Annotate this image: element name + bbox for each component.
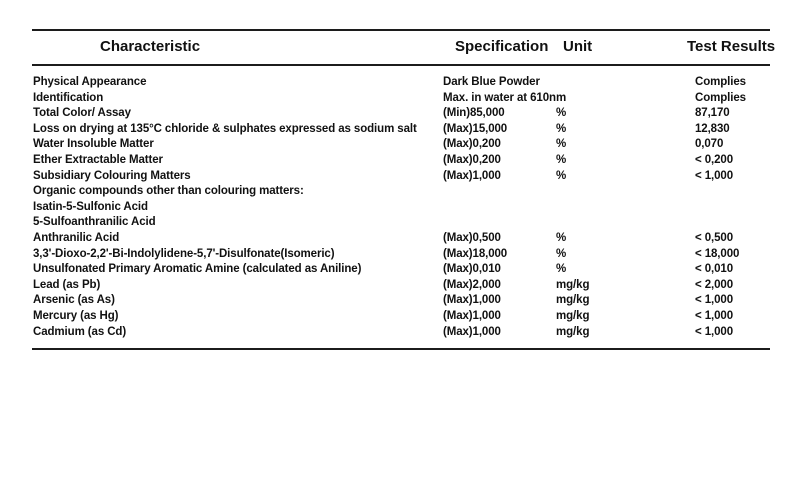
unit-cell: % <box>556 169 567 182</box>
specification-cell: (Max)18,000 <box>443 247 508 260</box>
test-result-cell: < 0,200 <box>695 153 733 166</box>
unit-cell: mg/kg <box>556 309 590 322</box>
specification-cell: Dark Blue Powder <box>443 76 540 88</box>
table-row <box>33 325 773 341</box>
characteristic-cell: Organic compounds other than colouring matters: <box>33 185 304 198</box>
characteristic-cell: Arsenic (as As) <box>33 294 115 307</box>
characteristic-cell: Physical Appearance <box>33 76 147 88</box>
table-row <box>33 247 773 263</box>
table-row <box>33 278 773 294</box>
test-result-cell: < 1,000 <box>695 169 733 182</box>
column-header-unit: Unit <box>563 38 593 55</box>
table-top-rule <box>32 29 770 31</box>
specification-cell: (Max)0,010 <box>443 263 501 276</box>
specification-cell: (Max)1,000 <box>443 169 501 182</box>
column-header-test-results: Test Results <box>687 38 776 55</box>
characteristic-cell: Cadmium (as Cd) <box>33 325 127 338</box>
test-result-cell: < 2,000 <box>695 278 733 291</box>
specification-cell: (Max)1,000 <box>443 325 501 338</box>
table-row <box>33 200 773 216</box>
test-result-cell: < 0,500 <box>695 231 733 244</box>
table-row <box>33 231 773 247</box>
characteristic-cell: Total Color/ Assay <box>33 107 131 120</box>
column-header-characteristic: Characteristic <box>100 38 201 55</box>
test-result-cell: 0,070 <box>695 138 724 151</box>
characteristic-cell: Anthranilic Acid <box>33 231 120 244</box>
table-row <box>33 122 773 138</box>
specification-cell: Max. in water at 610nm <box>443 91 567 104</box>
test-result-cell: 12,830 <box>695 122 730 135</box>
test-result-cell: < 1,000 <box>695 309 733 322</box>
unit-cell: % <box>556 122 567 135</box>
table-row <box>33 169 773 185</box>
characteristic-cell: Subsidiary Colouring Matters <box>33 169 191 182</box>
unit-cell: % <box>556 107 567 120</box>
table-row <box>33 91 773 107</box>
table-row <box>33 309 773 325</box>
unit-cell: % <box>556 138 567 151</box>
characteristic-cell: Lead (as Pb) <box>33 278 101 291</box>
test-result-cell: < 18,000 <box>695 247 740 260</box>
characteristic-cell: Water Insoluble Matter <box>33 138 154 151</box>
table-row <box>33 293 773 309</box>
test-result-cell: Complies <box>695 76 746 88</box>
unit-cell: % <box>556 231 567 244</box>
unit-cell: mg/kg <box>556 325 590 338</box>
table-row <box>33 262 773 278</box>
characteristic-cell: Loss on drying at 135°C chloride & sulphates expressed as sodium salt <box>33 122 417 135</box>
specification-cell: (Min)85,000 <box>443 107 505 120</box>
specification-cell: (Max)15,000 <box>443 122 508 135</box>
unit-cell: mg/kg <box>556 294 590 307</box>
table-row <box>33 75 773 91</box>
test-result-cell: 87,170 <box>695 107 730 120</box>
table-row <box>33 137 773 153</box>
characteristic-cell: Isatin-5-Sulfonic Acid <box>33 200 148 213</box>
column-header-specification: Specification <box>455 38 549 55</box>
test-result-cell: < 1,000 <box>695 325 733 338</box>
test-result-cell: < 0,010 <box>695 263 733 276</box>
specification-cell: (Max)0,200 <box>443 153 501 166</box>
table-body <box>33 75 773 340</box>
specification-cell: (Max)0,200 <box>443 138 501 151</box>
unit-cell: mg/kg <box>556 278 590 291</box>
specification-cell: (Max)0,500 <box>443 231 501 244</box>
table-row <box>33 153 773 169</box>
characteristic-cell: Mercury (as Hg) <box>33 309 119 322</box>
unit-cell: % <box>556 153 567 166</box>
characteristic-cell: Ether Extractable Matter <box>33 153 163 166</box>
table-row <box>33 215 773 231</box>
characteristic-cell: Unsulfonated Primary Aromatic Amine (calculated as Aniline) <box>33 263 362 276</box>
test-result-cell: Complies <box>695 91 746 104</box>
table-header-rule <box>32 64 770 66</box>
unit-cell: % <box>556 263 567 276</box>
characteristic-cell: Identification <box>33 91 104 104</box>
specification-cell: (Max)2,000 <box>443 278 501 291</box>
specification-cell: (Max)1,000 <box>443 309 501 322</box>
table-row <box>33 106 773 122</box>
table-row <box>33 184 773 200</box>
characteristic-cell: 3,3'-Dioxo-2,2'-Bi-Indolylidene-5,7'-Disulfonate(Isomeric) <box>33 247 335 260</box>
unit-cell: % <box>556 247 567 260</box>
test-result-cell: < 1,000 <box>695 294 733 307</box>
characteristic-cell: 5-Sulfoanthranilic Acid <box>33 216 156 229</box>
table-bottom-rule <box>32 348 770 350</box>
specification-cell: (Max)1,000 <box>443 294 501 307</box>
